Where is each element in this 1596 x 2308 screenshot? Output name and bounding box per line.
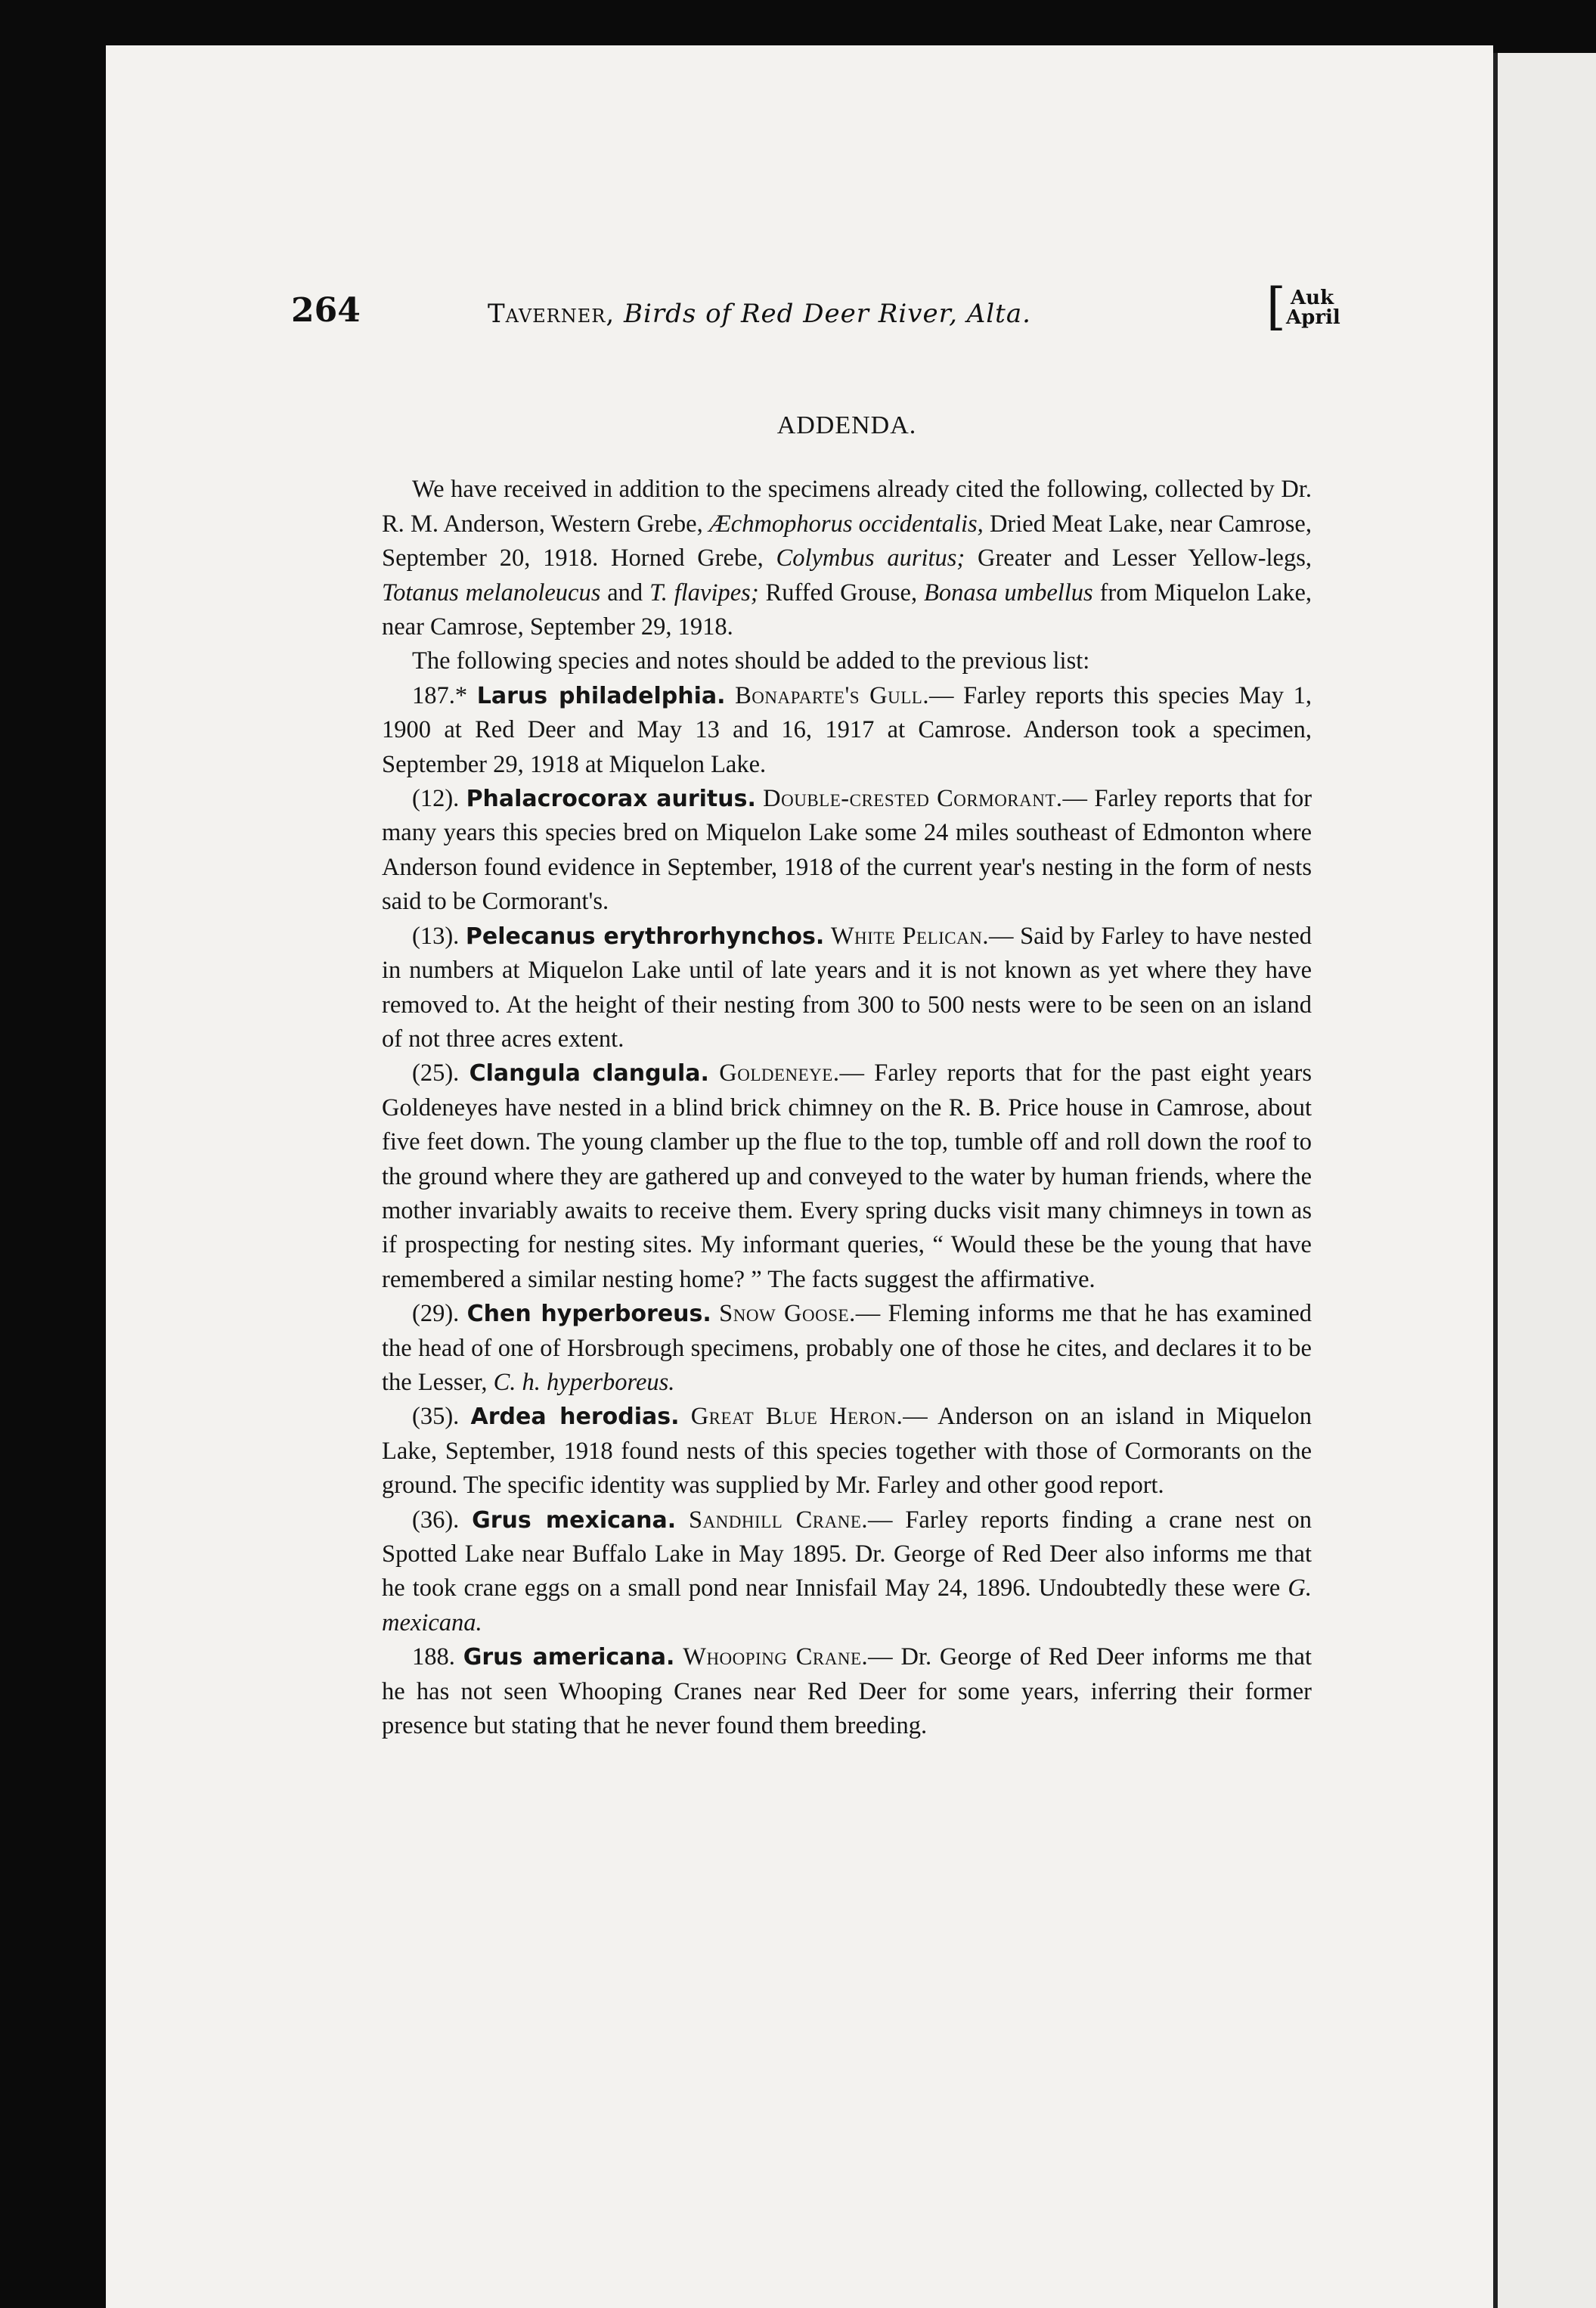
intro-text: Dried Meat Lake, near Camrose, September 20, 1918. Horned Grebe, bbox=[382, 510, 1312, 572]
running-title bbox=[488, 299, 1031, 329]
page-number: 264 bbox=[291, 291, 361, 330]
entry-text: — Fleming informs me that he has examined the head of one of Horsbrough specimens, probably one of those he cites, and declares it to be the Lesser, bbox=[382, 1300, 1312, 1396]
common-name: White Pelican. bbox=[830, 922, 989, 950]
species-name: Phalacrocorax auritus. bbox=[466, 786, 756, 813]
intro-species-name: Colymbus auritus; bbox=[776, 544, 965, 572]
intro-list-note: The following species and notes should be added to the previous list: bbox=[412, 647, 1090, 675]
species-entry bbox=[382, 1400, 1312, 1503]
species-name: Ardea herodias. bbox=[470, 1404, 680, 1431]
common-name: Whooping Crane. bbox=[683, 1643, 869, 1671]
entry-number: (25). bbox=[412, 1059, 460, 1087]
entry-number: (12). bbox=[412, 785, 460, 813]
intro-paragraph bbox=[382, 473, 1312, 644]
common-name: Snow Goose. bbox=[719, 1300, 856, 1328]
intro-species-name: Totanus melanoleucus bbox=[382, 579, 601, 606]
entry-number: (36). bbox=[412, 1506, 460, 1534]
species-name: Grus americana. bbox=[463, 1644, 675, 1671]
next-page-strip bbox=[1498, 53, 1596, 2308]
species-entry bbox=[382, 1640, 1312, 1743]
running-header bbox=[291, 261, 1346, 344]
species-name: Grus mexicana. bbox=[472, 1506, 677, 1534]
intro-text: Ruffed Grouse, bbox=[758, 579, 924, 606]
intro-species-name: Æchmophorus occidentalis, bbox=[708, 510, 984, 538]
intro-text: We have received in addition to the specimens already cited the following, collected by Dr. R. M. Anderson, Western Grebe, bbox=[382, 476, 1312, 538]
species-entry bbox=[382, 782, 1312, 920]
article-body bbox=[382, 408, 1312, 1743]
intro-text: and bbox=[600, 579, 650, 606]
entry-text: — Farley reports that for the past eight years Goldeneyes have nested in a blind brick chimney on the R. B. Price house in Camrose, about five feet down. The young clamber up the flue to the top, tumble off and roll down the roof to the ground where they are gathered up and conveyed to the water by human friends, where the mother invariably awaits to receive them. Every spring ducks visit many chimneys in town as if prospecting for nesting sites. My informant queries, “ Would these be the young that have remembered a similar nesting home? ” The facts suggest the affirmative. bbox=[382, 1059, 1312, 1293]
journal-reference bbox=[1266, 278, 1340, 336]
entry-species-italic: C. h. hyperboreus. bbox=[493, 1368, 675, 1396]
species-entry bbox=[382, 1056, 1312, 1297]
entry-number: (29). bbox=[412, 1300, 460, 1328]
species-name: Larus philadelphia. bbox=[476, 682, 726, 709]
section-heading: ADDENDA. bbox=[776, 411, 917, 439]
journal-issue: April bbox=[1286, 306, 1340, 329]
species-entry bbox=[382, 920, 1312, 1057]
common-name: Bonaparte's Gull. bbox=[735, 681, 929, 709]
entry-text: — Said by Farley to have nested in numbers at Miquelon Lake until of late years and it is not known as yet where they have removed to. At the height of their nesting from 300 to 500 nests were to be seen on an island of not three acres extent. bbox=[382, 922, 1312, 1053]
species-entry bbox=[382, 679, 1312, 782]
running-title-author: Taverner, bbox=[488, 299, 615, 329]
species-entry bbox=[382, 1297, 1312, 1400]
running-title-text: Birds of Red Deer River, Alta. bbox=[623, 299, 1031, 329]
entry-text: — Farley reports that for many years this species bred on Miquelon Lake some 24 miles southeast of Edmonton where Anderson found evidence in September, 1918 of the current year's nesting in the form of nests said to be Cormorant's. bbox=[382, 785, 1312, 916]
entry-number: (13). bbox=[412, 922, 460, 950]
common-name: Goldeneye. bbox=[719, 1059, 840, 1087]
entry-text: — Dr. George of Red Deer informs me that he has not seen Whooping Cranes near Red Deer for some years, inferring their former presence but stating that he never found them breeding. bbox=[382, 1643, 1312, 1740]
entry-text: — Anderson on an island in Miquelon Lake, September, 1918 found nests of this species together with those of Cormorants on the ground. The specific identity was supplied by Mr. Farley and other good report. bbox=[382, 1403, 1312, 1500]
entry-text: — Farley reports this species May 1, 1900 at Red Deer and May 13 and 16, 1917 at Camrose. Anderson took a specimen, September 29, 1918 at Miquelon Lake. bbox=[382, 681, 1312, 778]
species-name: Clangula clangula. bbox=[469, 1060, 709, 1087]
species-name: Chen hyperboreus. bbox=[466, 1301, 711, 1328]
common-name: Great Blue Heron. bbox=[690, 1403, 903, 1431]
entry-text: — Farley reports finding a crane nest on Spotted Lake near Buffalo Lake in May 1895. Dr. George of Red Deer also informs me that he took crane eggs on a small pond near Innisfail May 24, 1896. Undoubtedly these were bbox=[382, 1506, 1312, 1602]
intro-species-name: T. flavipes; bbox=[649, 579, 759, 606]
intro-text: from Miquelon Lake, near Camrose, September 29, 1918. bbox=[382, 579, 1312, 641]
entry-species-italic: G. mexicana. bbox=[382, 1574, 1312, 1636]
common-name: Double-crested Cormorant. bbox=[763, 785, 1063, 813]
entry-number: 187.* bbox=[412, 681, 468, 709]
intro-species-name: Bonasa umbellus bbox=[923, 579, 1093, 606]
species-name: Pelecanus erythrorhynchos. bbox=[465, 923, 825, 950]
bracket-glyph: [ bbox=[1266, 278, 1286, 336]
entry-number: 188. bbox=[412, 1643, 455, 1671]
common-name: Sandhill Crane. bbox=[688, 1506, 868, 1534]
intro-text: Greater and Lesser Yellow-legs, bbox=[965, 544, 1312, 572]
journal-name: Auk bbox=[1291, 287, 1334, 309]
entry-number: (35). bbox=[412, 1403, 460, 1431]
species-entry bbox=[382, 1503, 1312, 1641]
